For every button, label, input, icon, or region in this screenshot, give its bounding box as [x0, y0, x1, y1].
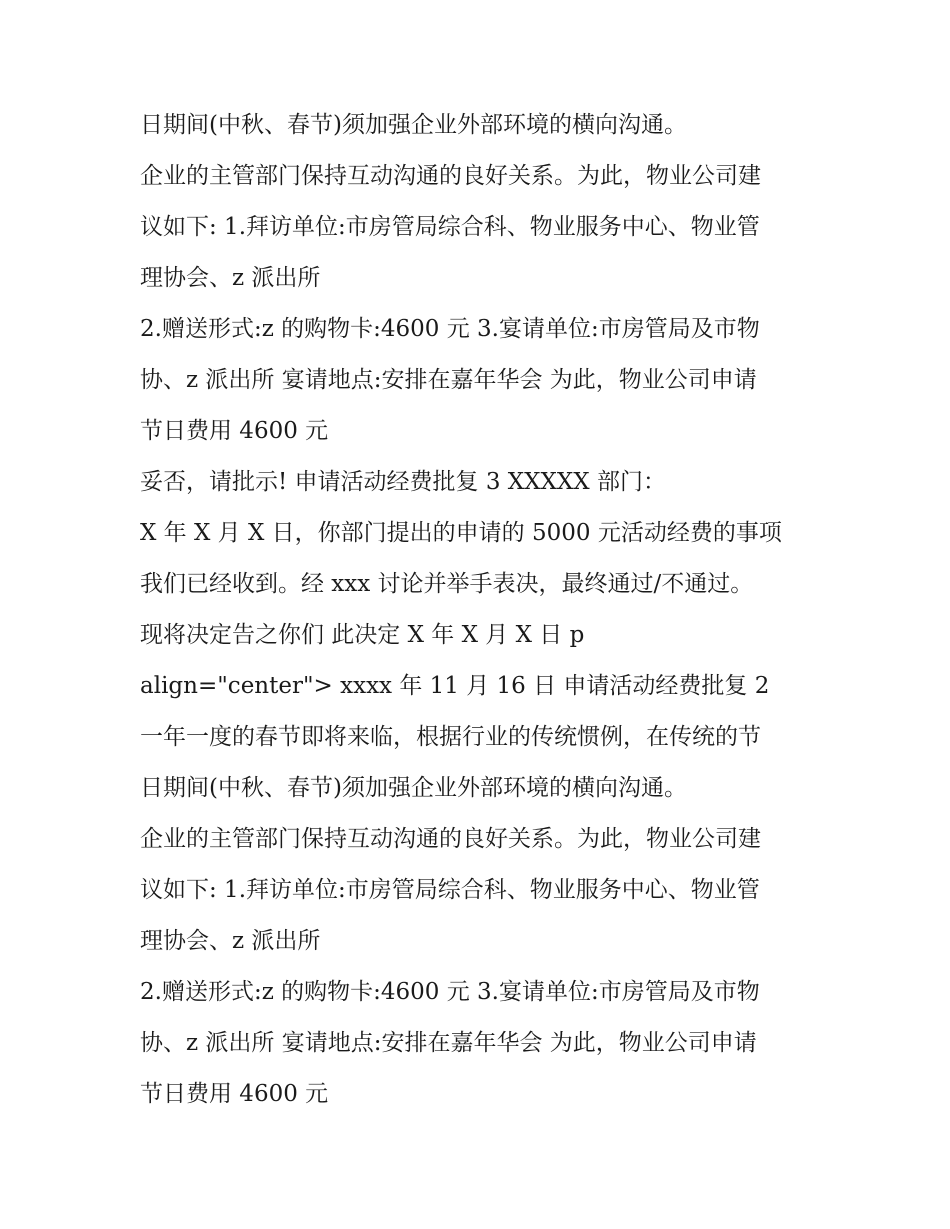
text-line: 协、z 派出所 宴请地点:安排在嘉年华会 为此，物业公司申请: [140, 367, 757, 393]
text-line: 节日费用 4600 元: [140, 1081, 329, 1107]
text-line: 理协会、z 派出所: [140, 265, 321, 291]
text-line: 协、z 派出所 宴请地点:安排在嘉年华会 为此，物业公司申请: [140, 1030, 757, 1056]
text-line: 日期间(中秋、春节)须加强企业外部环境的横向沟通。: [140, 775, 687, 801]
text-line: 2.赠送形式:z 的购物卡:4600 元 3.宴请单位:市房管局及市物: [140, 979, 760, 1005]
text-line: X 年 X 月 X 日，你部门提出的申请的 5000 元活动经费的事项: [140, 520, 782, 546]
text-line: 2.赠送形式:z 的购物卡:4600 元 3.宴请单位:市房管局及市物: [140, 316, 760, 342]
text-line: 一年一度的春节即将来临，根据行业的传统惯例，在传统的节: [140, 724, 761, 750]
text-line: 我们已经收到。经 xxx 讨论并举手表决，最终通过/不通过。: [140, 571, 754, 597]
text-line: 日期间(中秋、春节)须加强企业外部环境的横向沟通。: [140, 112, 687, 138]
text-line: 企业的主管部门保持互动沟通的良好关系。为此，物业公司建: [140, 826, 761, 852]
text-line: 妥否，请批示! 申请活动经费批复 3 XXXXX 部门：: [140, 469, 666, 495]
text-line: align="center"> xxxx 年 11 月 16 日 申请活动经费批复 2: [140, 673, 770, 699]
text-line: 企业的主管部门保持互动沟通的良好关系。为此，物业公司建: [140, 163, 761, 189]
text-line: 节日费用 4600 元: [140, 418, 329, 444]
text-line: 理协会、z 派出所: [140, 928, 321, 954]
document-body: [140, 100, 840, 1120]
text-line: 议如下: 1.拜访单位:市房管局综合科、物业服务中心、物业管: [140, 877, 760, 903]
text-line: 议如下: 1.拜访单位:市房管局综合科、物业服务中心、物业管: [140, 214, 760, 240]
text-line: 现将决定告之你们 此决定 X 年 X 月 X 日 p: [140, 622, 585, 648]
